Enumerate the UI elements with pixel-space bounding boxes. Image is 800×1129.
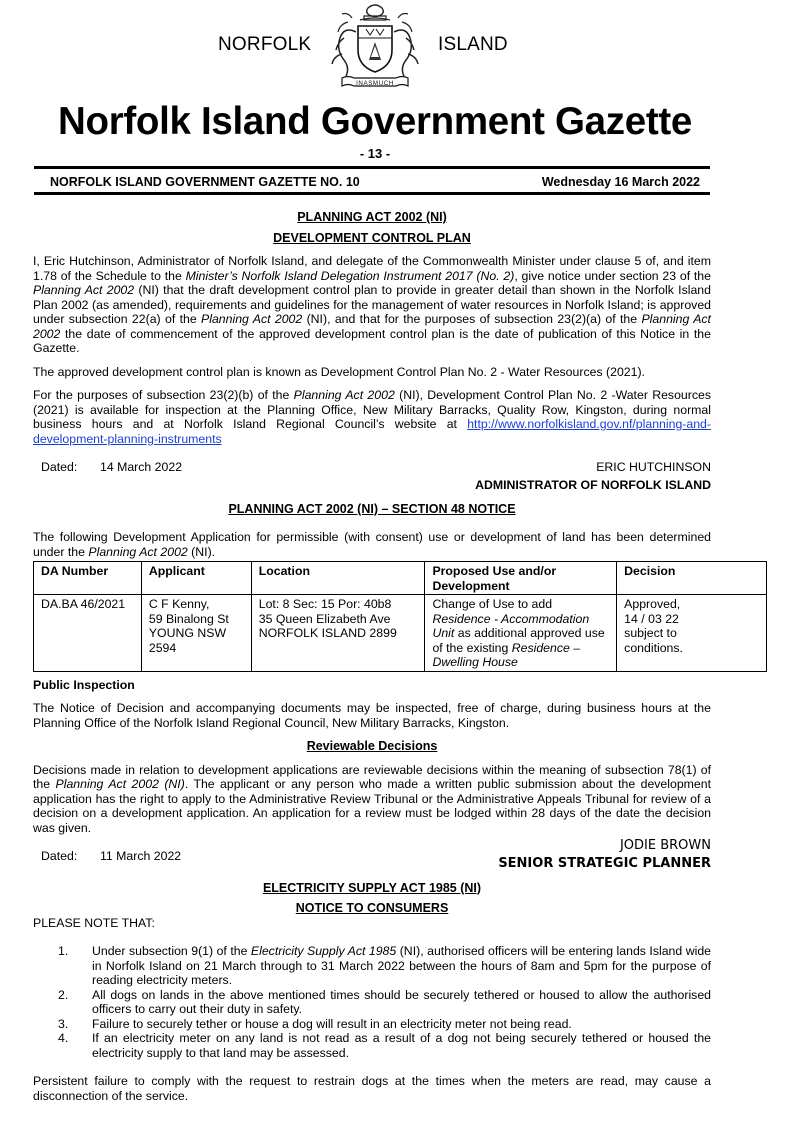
planning-instruments-link[interactable]: http://www.norfolkisland.gov.nf/planning-and-development-planning-instruments bbox=[33, 417, 711, 446]
list-item: 2. All dogs on lands in the above mentioned times should be securely tethered or housed to allow the authorised officers to carry out their duty in safety. bbox=[58, 987, 711, 1016]
decision-cell: Approved, 14 / 03 22 subject to conditions. bbox=[617, 595, 767, 672]
gazette-title: Norfolk Island Government Gazette bbox=[57, 100, 693, 143]
issue-number: NORFOLK ISLAND GOVERNMENT GAZETTE NO. 10 bbox=[50, 175, 360, 189]
signatory-name: ERIC HUTCHINSON bbox=[596, 460, 711, 474]
issue-date: Wednesday 16 March 2022 bbox=[541, 175, 700, 189]
location-cell: Lot: 8 Sec: 15 Por: 40b8 35 Queen Elizabeth Ave NORFOLK ISLAND 2899 bbox=[251, 595, 425, 672]
table-header: DA Number bbox=[34, 562, 142, 595]
header-rule-bottom bbox=[34, 192, 710, 195]
da-number-cell: DA.BA 46/2021 bbox=[34, 595, 142, 672]
section48-dated-row bbox=[33, 835, 711, 865]
section48-intro: The following Development Application for permissible (with consent) use or development of land has been determined under the Planning Act 2002 (NI). bbox=[33, 530, 711, 559]
gazette-content bbox=[33, 210, 711, 1103]
table-header: Applicant bbox=[141, 562, 251, 595]
issue-line bbox=[50, 175, 700, 190]
public-inspection-text: The Notice of Decision and accompanying documents may be inspected, free of charge, during business hours at the Planning Office of the Norfolk Island Regional Council, New Military Barracks, Kingston. bbox=[33, 701, 711, 730]
proposed-use-cell: Change of Use to add Residence - Accommodation Unit as additional approved use of the existing Residence – Dwelling House bbox=[425, 595, 617, 672]
signatory-name: JODIE BROWN bbox=[619, 838, 711, 853]
planning-heading: PLANNING ACT 2002 (NI) bbox=[297, 210, 447, 224]
header-rule-top bbox=[34, 166, 710, 169]
signatory-title: ADMINISTRATOR OF NORFOLK ISLAND bbox=[475, 478, 711, 492]
dated-value: 14 March 2022 bbox=[100, 460, 183, 474]
list-item: 1. Under subsection 9(1) of the Electricity Supply Act 1985 (NI), authorised officers will be entering lands Island wide in Norfolk Island on 21 March through to 31 March 2022 between the hours of 8am and 5pm for the purpose of reading electricity meters. bbox=[58, 944, 711, 987]
section48-heading: PLANNING ACT 2002 (NI) – SECTION 48 NOTICE bbox=[228, 501, 516, 516]
planning-paragraph-2: The approved development control plan is known as Development Control Plan No. 2 - Water Resources (2021). bbox=[33, 364, 645, 379]
public-inspection-heading: Public Inspection bbox=[33, 677, 135, 692]
motto-text: INASMUCH bbox=[356, 80, 394, 87]
electricity-subheading: NOTICE TO CONSUMERS bbox=[295, 901, 449, 915]
list-item: 4. If an electricity meter on any land is not read as a result of a dog not being securely tethered or housed the electricity supply to that land may be assessed. bbox=[58, 1031, 711, 1060]
coat-of-arms-icon bbox=[318, 2, 432, 94]
masthead bbox=[0, 0, 800, 168]
reviewable-decisions-heading: Reviewable Decisions bbox=[306, 739, 438, 753]
table-header: Decision bbox=[617, 562, 767, 595]
electricity-closing: Persistent failure to comply with the request to restrain dogs at the times when the meters are read, may cause a disconnection of the service. bbox=[33, 1074, 711, 1103]
electricity-heading: ELECTRICITY SUPPLY ACT 1985 (NI) bbox=[262, 880, 482, 895]
electricity-lead: PLEASE NOTE THAT: bbox=[33, 915, 155, 930]
applicant-cell: C F Kenny, 59 Binalong St YOUNG NSW 2594 bbox=[141, 595, 251, 672]
masthead-left-word: NORFOLK bbox=[218, 34, 312, 55]
signatory-title: SENIOR STRATEGIC PLANNER bbox=[498, 856, 711, 871]
table-header: Proposed Use and/or Development bbox=[425, 562, 617, 595]
planning-paragraph-1: I, Eric Hutchinson, Administrator of Norfolk Island, and delegate of the Commonwealth Minister under clause 5 of, and item 1.78 of the Schedule to the Minister’s Norfolk Island Delegation Instrument 2017 (No. 2), give notice under section 23 of the Planning Act 2002 (NI) that the draft development control plan to provide in greater detail than shown in the Norfolk Island Plan 2002 (as amended), requirements and guidelines for the management of water resources in Norfolk Island; is approved under subsection 22(a) of the Planning Act 2002 (NI), and that for the purposes of subsection 23(2)(a) of the Planning Act 2002 the date of commencement of the approved development control plan is the date of publication of this Notice in the Gazette. bbox=[33, 254, 711, 355]
table-header: Location bbox=[251, 562, 425, 595]
dated-label: Dated: bbox=[41, 460, 78, 474]
dated-label: Dated: bbox=[41, 849, 78, 863]
development-application-table bbox=[33, 561, 767, 672]
masthead-right-word: ISLAND bbox=[438, 34, 508, 55]
page-number: - 13 - bbox=[359, 146, 391, 161]
planning-paragraph-3: For the purposes of subsection 23(2)(b) of the Planning Act 2002 (NI), Development Control Plan No. 2 -Water Resources (2021) is available for inspection at the Planning Office, New Military Barracks, Quality Row, Kingston, during normal business hours and at Norfolk Island Regional Council’s website at http://www.norfolkisland.gov.nf/planning-and-development-planning-instruments bbox=[33, 388, 711, 446]
table-row bbox=[34, 595, 767, 672]
table-header-row bbox=[34, 562, 767, 595]
planning-subheading: DEVELOPMENT CONTROL PLAN bbox=[273, 230, 471, 245]
consumer-notice-list bbox=[33, 944, 711, 1060]
planning-dated-row bbox=[33, 460, 711, 475]
reviewable-decisions-text: Decisions made in relation to development applications are reviewable decisions within the meaning of subsection 78(1) of the Planning Act 2002 (NI). The applicant or any person who made a written public submission about the development application has the right to apply to the Administrative Review Tribunal or the Administrative Appeals Tribunal for review of a decision on a development application. An application for a review must be lodged within 28 days of the date the decision was given. bbox=[33, 762, 712, 835]
dated-value: 11 March 2022 bbox=[100, 849, 182, 863]
list-item: 3. Failure to securely tether or house a dog will result in an electricity meter not being read. bbox=[58, 1016, 572, 1031]
